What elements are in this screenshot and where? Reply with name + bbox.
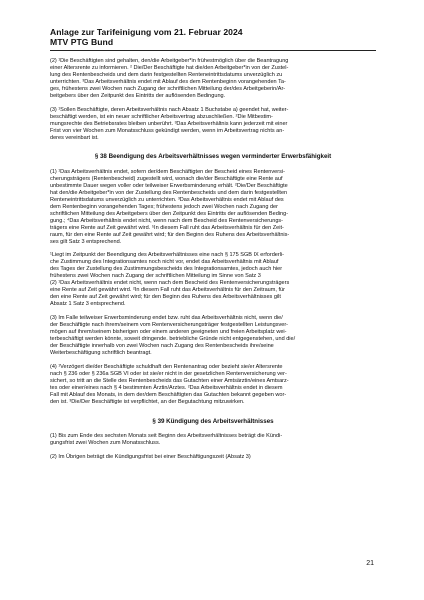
- header-subtitle: MTV PTG Bund: [50, 37, 114, 47]
- page-number: 21: [366, 560, 374, 567]
- text-line: des Tages der Zustellung des Zustimmungsbescheids des Integrationsamtes, jedoch auch hier: [50, 266, 283, 273]
- paragraph: [50, 252, 376, 308]
- text-line: einer Altersrente zu informieren. ² Die/Der Beschäftigte hat die/den Arbeitgeber*in von der Zustel-: [50, 64, 289, 71]
- text-line: ges, frühestens zwei Wochen nach Zugang der schriftlichen Mitteilung der/des Arbeitgeberin/Ar-: [50, 85, 286, 92]
- text-line: hat den/die Arbeitgeber*in von der Zustellung des Rentenbescheids und dem darin festgestellten: [50, 189, 288, 196]
- document-header: [50, 27, 380, 47]
- paragraph: [50, 454, 376, 461]
- text-line: (3) ¹Sollen Beschäftigte, deren Arbeitsverhältnis nach Absatz 1 Buchstabe a) geendet hat, weiter-: [50, 106, 289, 113]
- text-line: beschäftigt werden, ist ein neuer schriftlicher Arbeitsvertrag abzuschließen. ²Die Mitbestim-: [50, 113, 273, 120]
- text-line: gungsfrist zwei Wochen zum Monatsschluss.: [50, 439, 161, 446]
- text-line: den eine Rente auf Zeit gewährt wird; für den Beginn des Ruhens des Arbeitsverhältnisses gilt: [50, 294, 281, 301]
- text-line: unbestimmte Dauer wegen voller oder teilweiser Erwerbsminderung erhält. ²Die/Der Beschäftigte: [50, 182, 288, 189]
- text-line: sichert, so tritt an die Stelle des Rentenbescheids das Gutachten einer Amtsärztin/eines Amtsarz-: [50, 377, 289, 384]
- text-line: (2) ¹Die Beschäftigten sind gehalten, den/die Arbeitgeber*in frühestmöglich über die Beantragung: [50, 58, 289, 64]
- text-line: Absatz 1 Satz 3 entsprechend.: [50, 301, 126, 308]
- text-line: cherungsträgers (Rentenbescheid) zugestellt wird, wonach die/der Beschäftigte eine Rente auf: [50, 175, 283, 182]
- text-line: gung.; ⁴Das Arbeitsverhältnis endet nicht, wenn nach dem Bescheid des Rentenversicherungs-: [50, 217, 284, 224]
- text-line: schriftlichen Mitteilung des Arbeitgebers über den Zeitpunkt des Eintritts der auflösenden Beding-: [50, 210, 289, 217]
- text-line: deres vereinbart ist.: [50, 134, 99, 141]
- header-title: Anlage zur Tarifeinigung vom 21. Februar 2024: [50, 27, 243, 37]
- text-line: mögen auf ihrem/seinem bisherigen oder einem anderen geeigneten und freien Arbeitsplatz wei-: [50, 329, 287, 335]
- text-line: der Beschäftigte nach ihrem/seinem vom Rentenversicherungsträger festgestellten Leistungsver-: [50, 322, 289, 329]
- text-line: ses gilt Satz 3 entsprechend.: [50, 238, 122, 245]
- text-line: lung des Rentenbescheids und dem darin festgestellten Renteneintrittsdatums unverzüglich zu: [50, 71, 283, 78]
- text-line: mungsrechte des Betriebsrates bleiben unberührt. ³Das Arbeitsverhältnis kann jederzeit mit einer: [50, 120, 288, 127]
- text-line: frühestens zwei Wochen nach Zugang der schriftlichen Mitteilung im Sinne von Satz 3: [50, 273, 261, 280]
- text-line: (2) ¹Das Arbeitsverhältnis endet nicht, wenn nach dem Bescheid des Rentenversicherungsträgers: [50, 280, 290, 287]
- paragraph: [50, 433, 376, 447]
- text-line: (3) Im Falle teilweiser Erwerbsminderung endet bzw. ruht das Arbeitsverhältnis nicht, wenn die/: [50, 315, 283, 322]
- text-line: (4) ¹Verzögert die/der Beschäftigte schuldhaft den Rentenantrag oder bezieht sie/er Altersrente: [50, 363, 283, 370]
- paragraph: [50, 364, 376, 406]
- paragraph: [50, 58, 376, 100]
- header-divider: [50, 50, 376, 51]
- paragraph: [50, 169, 376, 245]
- text-line: trägers eine Rente auf Zeit gewährt wird. ⁵In diesem Fall ruht das Arbeitsverhältnis für den Zeit-: [50, 224, 284, 231]
- paragraph: [50, 107, 376, 142]
- section-heading: § 39 Kündigung des Arbeitsverhältnisses: [152, 417, 274, 425]
- paragraph: [50, 315, 376, 357]
- text-line: (1) ¹Das Arbeitsverhältnis endet, sofern der/dem Beschäftigten der Bescheid eines Rentenversi-: [50, 168, 285, 175]
- text-line: dem Rentenbeginn vorangehenden Tages; frühestens jedoch zwei Wochen nach Zugang der: [50, 203, 278, 210]
- text-line: der Beschäftigte innerhalb von zwei Wochen nach Zugang des Rentenbescheids ihre/seine: [50, 342, 274, 349]
- text-line: raum, für den eine Rente auf Zeit gewährt wird; für den Beginn des Ruhens des Arbeitsverhältnis-: [50, 231, 290, 238]
- section-heading: § 38 Beendigung des Arbeitsverhältnisses wegen verminderter Erwerbsfähigkeit: [94, 153, 332, 161]
- text-line: nach § 236 oder § 236a SGB VI oder ist sie/er nicht in der gesetzlichen Rentenversicherung ver-: [50, 370, 287, 377]
- text-line: Renteneintrittsdatums unverzüglich zu unterrichten. ³Das Arbeitsverhältnis endet mit Ablauf des: [50, 196, 284, 203]
- text-line: Fall mit Ablauf des Monats, in dem der/dem Beschäftigten das Gutachten bekannt gegeben wor-: [50, 391, 287, 398]
- text-line: eine Rente auf Zeit gewährt wird. ²In diesem Fall ruht das Arbeitsverhältnis für den Zeitraum, für: [50, 287, 285, 294]
- text-line: unterrichten. ³Das Arbeitsverhältnis endet mit Ablauf des dem Rentenbeginn vorangehenden Ta-: [50, 78, 286, 85]
- document-body: [50, 58, 376, 468]
- text-line: den ist. ³Die/Der Beschäftigte ist verpflichtet, an der Begutachtung mitzuwirken.: [50, 398, 245, 405]
- text-line: che Zustimmung des Integrationsamtes noch nicht vor, endet das Arbeitsverhältnis mit Ablauf: [50, 259, 279, 266]
- text-line: (2) Im Übrigen beträgt die Kündigungsfrist bei einer Beschäftigungszeit (Absatz 3): [50, 453, 251, 460]
- text-line: Weiterbeschäftigung schriftlich beantragt.: [50, 349, 152, 356]
- text-line: (1) Bis zum Ende des sechsten Monats seit Beginn des Arbeitsverhältnisses beträgt die Kündi-: [50, 433, 283, 440]
- text-line: beitgebers über den Zeitpunkt des Eintritts der auflösenden Bedingung.: [50, 92, 226, 99]
- text-line: Frist von vier Wochen zum Monatsschluss gekündigt werden, wenn im Arbeitsvertrag nichts an-: [50, 127, 285, 134]
- text-line: terbeschäftigt werden könnte, soweit dringende. betriebliche Gründe nicht entgegenstehen, und die/: [50, 335, 296, 342]
- text-line: tes oder einer/eines nach § 4 bestimmten Ärztin/Arztes. ²Das Arbeitsverhältnis endet in diesem: [50, 384, 283, 391]
- text-line: ¹Liegt im Zeitpunkt der Beendigung des Arbeitsverhältnisses eine nach § 175 SGB IX erforderli-: [50, 252, 285, 259]
